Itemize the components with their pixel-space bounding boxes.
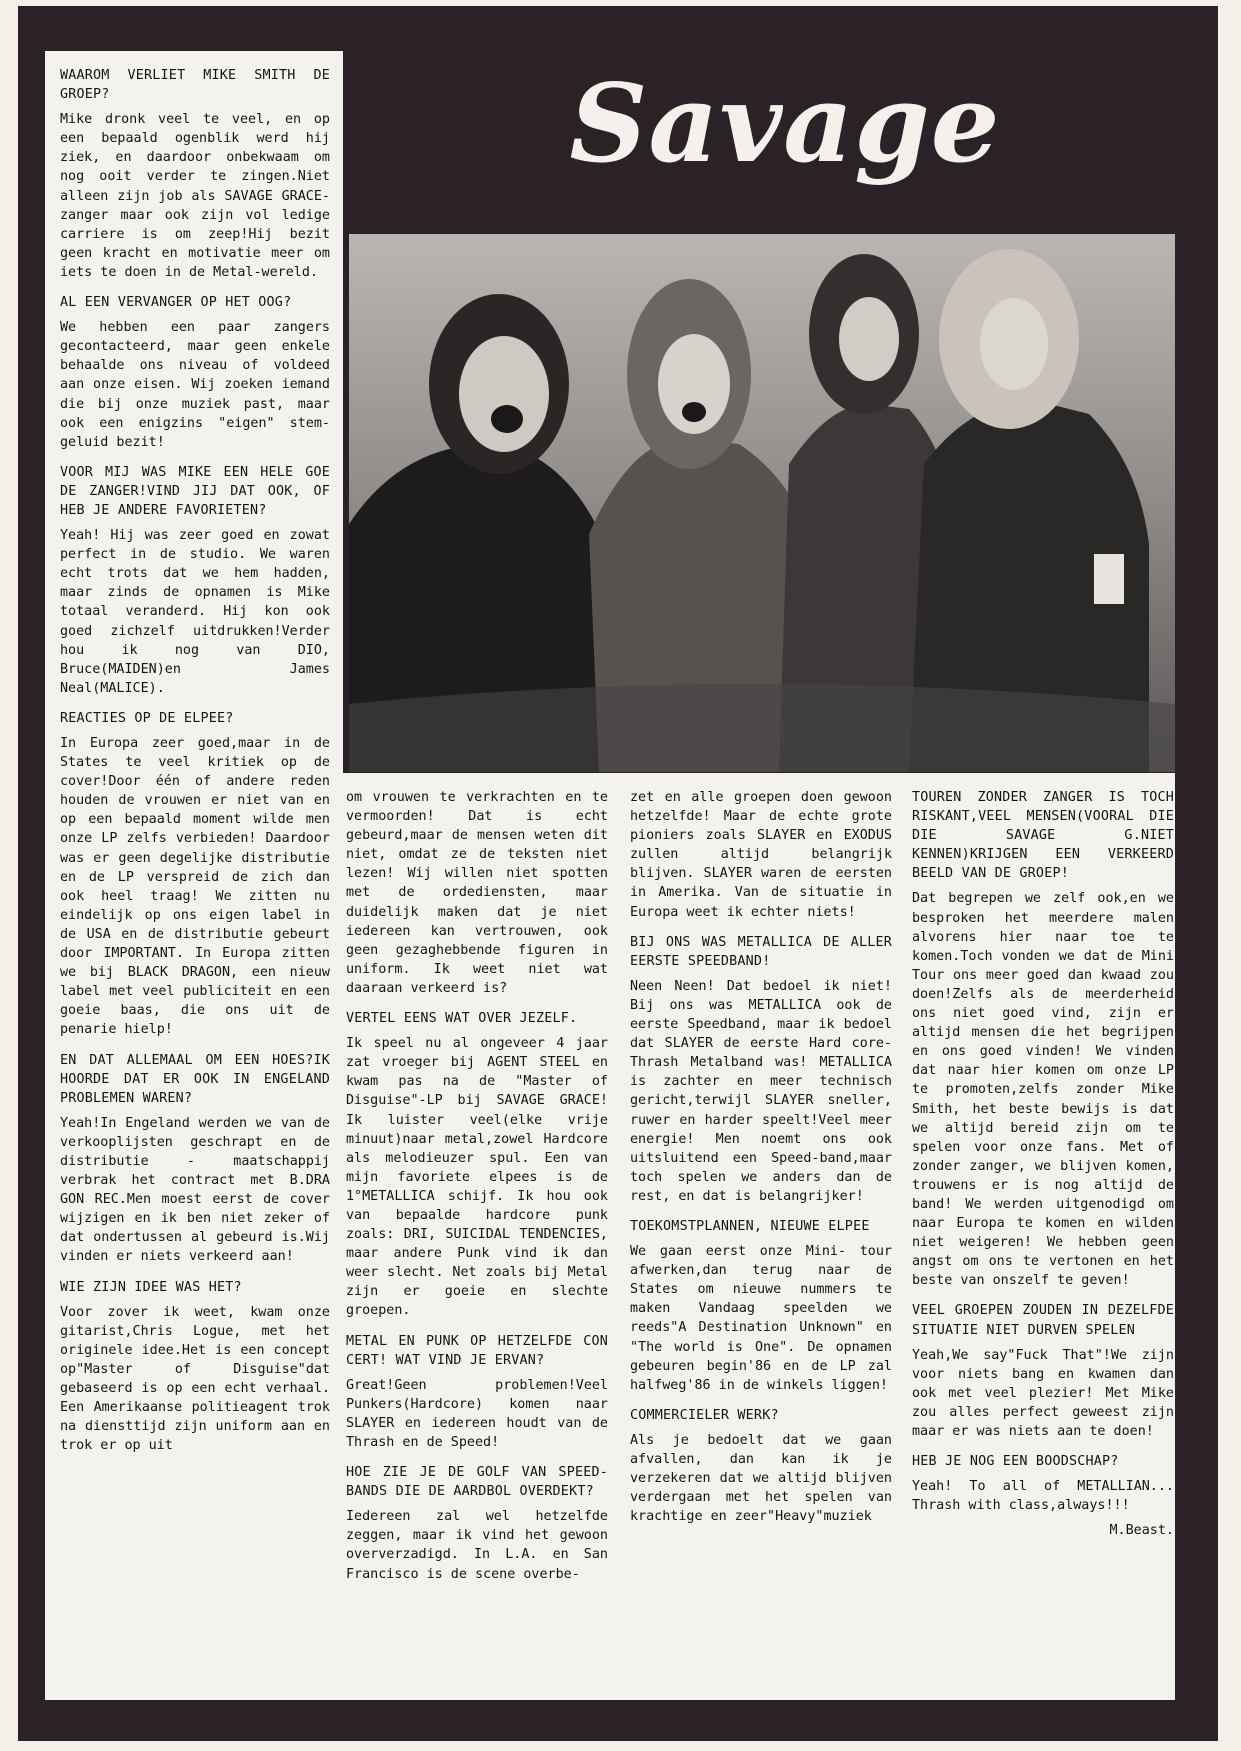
question-heading: VERTEL EENS WAT OVER JEZELF.: [346, 1011, 578, 1027]
question-heading: TOEKOMSTPLANNEN, NIEUWE ELPEE: [630, 1218, 870, 1234]
band-title: Savage: [569, 61, 1001, 187]
column-2: [346, 788, 608, 1590]
question-heading: HEB JE NOG EEN BOODSCHAP?: [912, 1454, 1119, 1470]
answer-text: Yeah! Hij was zeer goed en zowat perfect in de studio. We waren echt trots dat we hem hadden, maar zinds de opnamen is Mike totaal veranderd. Hij kon ook goed zichzelf uitdrukken!Verder hou ik nog van DIO, Bruce(MAIDEN)en James Neal(MALICE).: [60, 528, 330, 696]
answer-text: zet en alle groepen doen gewoon hetzelfde! Maar de echte grote pioniers zoals SLAYER en EXODUS zullen altijd belangrijk blijven. SLAYER waren de eersten in Amerika. Van de situatie in Europa weet ik echter niets!: [630, 790, 892, 920]
answer-text: Great!Geen problemen!Veel Punkers(Hardcore) komen naar SLAYER en iedereen houdt van de Thrash en de Speed!: [346, 1377, 608, 1450]
question-heading: AL EEN VERVANGER OP HET OOG?: [60, 295, 292, 311]
answer-text: Iedereen zal wel hetzelfde zeggen, maar ik vind het gewoon oververzadigd. In L.A. en San Francisco is de scene overbe-: [346, 1509, 608, 1582]
answer-text: Dat begrepen we zelf ook,en we besproken het meerdere malen alvorens hier naar toe te komen.Toch vonden we dat de Mini Tour ons meer goed dan kwaad zou doen!Zelfs als de meerderheid ons niet goed vind, zijn er altijd mensen die het begrijpen en ons goed vinden! We vinden dat naar hier komen om onze LP te promoten,zelfs zonder Mike Smith, het beste bewijs is dat we altijd bereid zijn om te spelen voor onze fans. Met of zonder zanger, we blijven komen, trouwens er is nog altijd de band! We werden uitgenodigd om naar Europa te komen en wilden niet weigeren! We hebben geen angst om ons te vertonen en het beste van onszelf te geven!: [912, 891, 1174, 1289]
answer-text: Yeah,We say"Fuck That"!We zijn voor niets bang en kwamen dan ook met veel plezier! Met Mike zou alles perfect geweest zijn maar er was niets aan te doen!: [912, 1347, 1174, 1439]
question-heading: VOOR MIJ WAS MIKE EEN HELE GOE DE ZANGER!VIND JIJ DAT OOK, OF HEB JE ANDERE FAVORIETEN?: [60, 464, 330, 518]
question-heading: EN DAT ALLEMAAL OM EEN HOES?IK HOORDE DAT ER OOK IN ENGELAND PROBLEMEN WAREN?: [60, 1052, 330, 1106]
answer-text: Mike dronk veel te veel, en op een bepaald ogenblik werd hij ziek, en daardoor onbekwaam om nog ooit verder te zingen.Niet alleen zijn job als SAVAGE GRACE-zanger maar ook zijn vol ledige carriere is om zeep!Hij bezit geen kracht en motivatie meer om iets te doen in de Metal-wereld.: [60, 112, 330, 280]
answer-text: We hebben een paar zangers gecontacteerd, maar geen enkele behaalde ons niveau of voldeed aan onze eisen. Wij zoeken iemand die bij onze muziek past, maar ook een enigzins "eigen" stem-geluid bezit!: [60, 320, 330, 450]
answer-text: Yeah!In Engeland werden we van de verkooplijsten geschrapt en de distributie - maatschappij verbrak het contract met B.DRA GON REC.Men moest eerst de cover wijzigen en ik ben niet zeker of dat ondertussen al gebeurd is.Wij vinden er niets verkeerd aan!: [60, 1115, 330, 1265]
answer-text: Ik speel nu al ongeveer 4 jaar zat vroeger bij AGENT STEEL en kwam pas na de "Master of Disguise"-LP bij SAVAGE GRACE! Ik luister veel(elke vrije minuut)naar metal,zowel Hardcore als melodieuzer spul. Een van mijn favoriete elpees is de 1°METALLICA schijf. Ik hou ook van bepaalde hardcore punk zoals: DRI, SUICIDAL TENDENCIES, maar andere Punk vind ik dan weer slecht. Net zoals bij Metal zijn er goeie en slechte groepen.: [346, 1036, 608, 1319]
column-1: [60, 66, 330, 1461]
answer-text: In Europa zeer goed,maar in de States te veel kritiek op de cover!Door één of andere reden houden de vrouwen er niet van en op een bepaald moment wilde men onze LP zelfs verbieden! Daardoor was er geen degelijke distributie en de LP verspreid de zich dan ook heel traag! We zitten nu eindelijk op ons eigen label in de USA en de distributie gebeurt door IMPORTANT. In Europa zitten we bij BLACK DRAGON, een nieuw label met veel publiciteit en een goeie baas, die ons uit de penarie hielp!: [60, 736, 330, 1038]
column-3: [630, 788, 892, 1532]
question-heading: VEEL GROEPEN ZOUDEN IN DEZELFDE SITUATIE NIET DURVEN SPELEN: [912, 1303, 1174, 1338]
question-heading: TOUREN ZONDER ZANGER IS TOCH RISKANT,VEEL MENSEN(VOORAL DIE DIE SAVAGE G.NIET KENNEN)KRIJGEN EEN VERKEERD BEELD VAN DE GROEP!: [912, 790, 1174, 882]
question-heading: COMMERCIELER WERK?: [630, 1407, 779, 1423]
question-heading: HOE ZIE JE DE GOLF VAN SPEED-BANDS DIE DE AARDBOL OVERDEKT?: [346, 1465, 608, 1500]
column-4: [912, 788, 1174, 1540]
question-heading: METAL EN PUNK OP HETZELFDE CON CERT! WAT VIND JE ERVAN?: [346, 1333, 608, 1368]
answer-text: Als je bedoelt dat we gaan afvallen, dan kan ik je verzekeren dat we altijd blijven verdergaan met het spelen van krachtige en zeer"Heavy"muziek: [630, 1432, 892, 1525]
band-photo-image: [349, 234, 1175, 772]
question-heading: WAAROM VERLIET MIKE SMITH DE GROEP?: [60, 68, 330, 103]
answer-text: We gaan eerst onze Mini- tour afwerken,dan terug naar de States om nieuwe nummers te maken Vandaag speelden we reeds"A Destination Unknown" en "The world is One". De opnamen gebeuren begin'86 en de LP zal halfweg'86 in de winkels liggen!: [630, 1244, 892, 1393]
question-heading: REACTIES OP DE ELPEE?: [60, 710, 234, 726]
answer-text: Neen Neen! Dat bedoel ik niet! Bij ons was METALLICA ook de eerste Speedband, maar ik bedoel dat SLAYER de eerste Hard core-Thrash Metalband was! METALLICA is zachter en meer technisch gericht,terwijl SLAYER sneller, ruwer en harder speelt!Veel meer energie! Men noemt ons ook uitsluitend een Speed-band,maar toch spelen we anders dan de rest, en dat is belangrijker!: [630, 978, 892, 1204]
author-signature: M.Beast.: [1109, 1523, 1174, 1539]
question-heading: WIE ZIJN IDEE WAS HET?: [60, 1279, 242, 1295]
answer-text: Yeah! To all of METALLIAN... Thrash with class,always!!!: [912, 1479, 1174, 1514]
question-heading: BIJ ONS WAS METALLICA DE ALLER EERSTE SPEEDBAND!: [630, 934, 892, 969]
answer-text: Voor zover ik weet, kwam onze gitarist,Chris Logue, met het originele idee.Het is een concept op"Master of Disguise"dat gebaseerd is op een echt verhaal. Een Amerikaanse politieagent trok na diensttijd zijn uniform aan en trok er op uit: [60, 1304, 330, 1454]
answer-text: om vrouwen te verkrachten en te vermoorden! Dat is echt gebeurd,maar de mensen weten dit niet, omdat ze de teksten niet lezen! Wij willen niet spotten met de ordediensten, maar duidelijk maken dat je niet iedereen kan vertrouwen, ook geen gezaghebbende figuren in uniform. Ik weet niet wat daaraan verkeerd is?: [346, 790, 608, 996]
band-photo: [349, 234, 1175, 772]
